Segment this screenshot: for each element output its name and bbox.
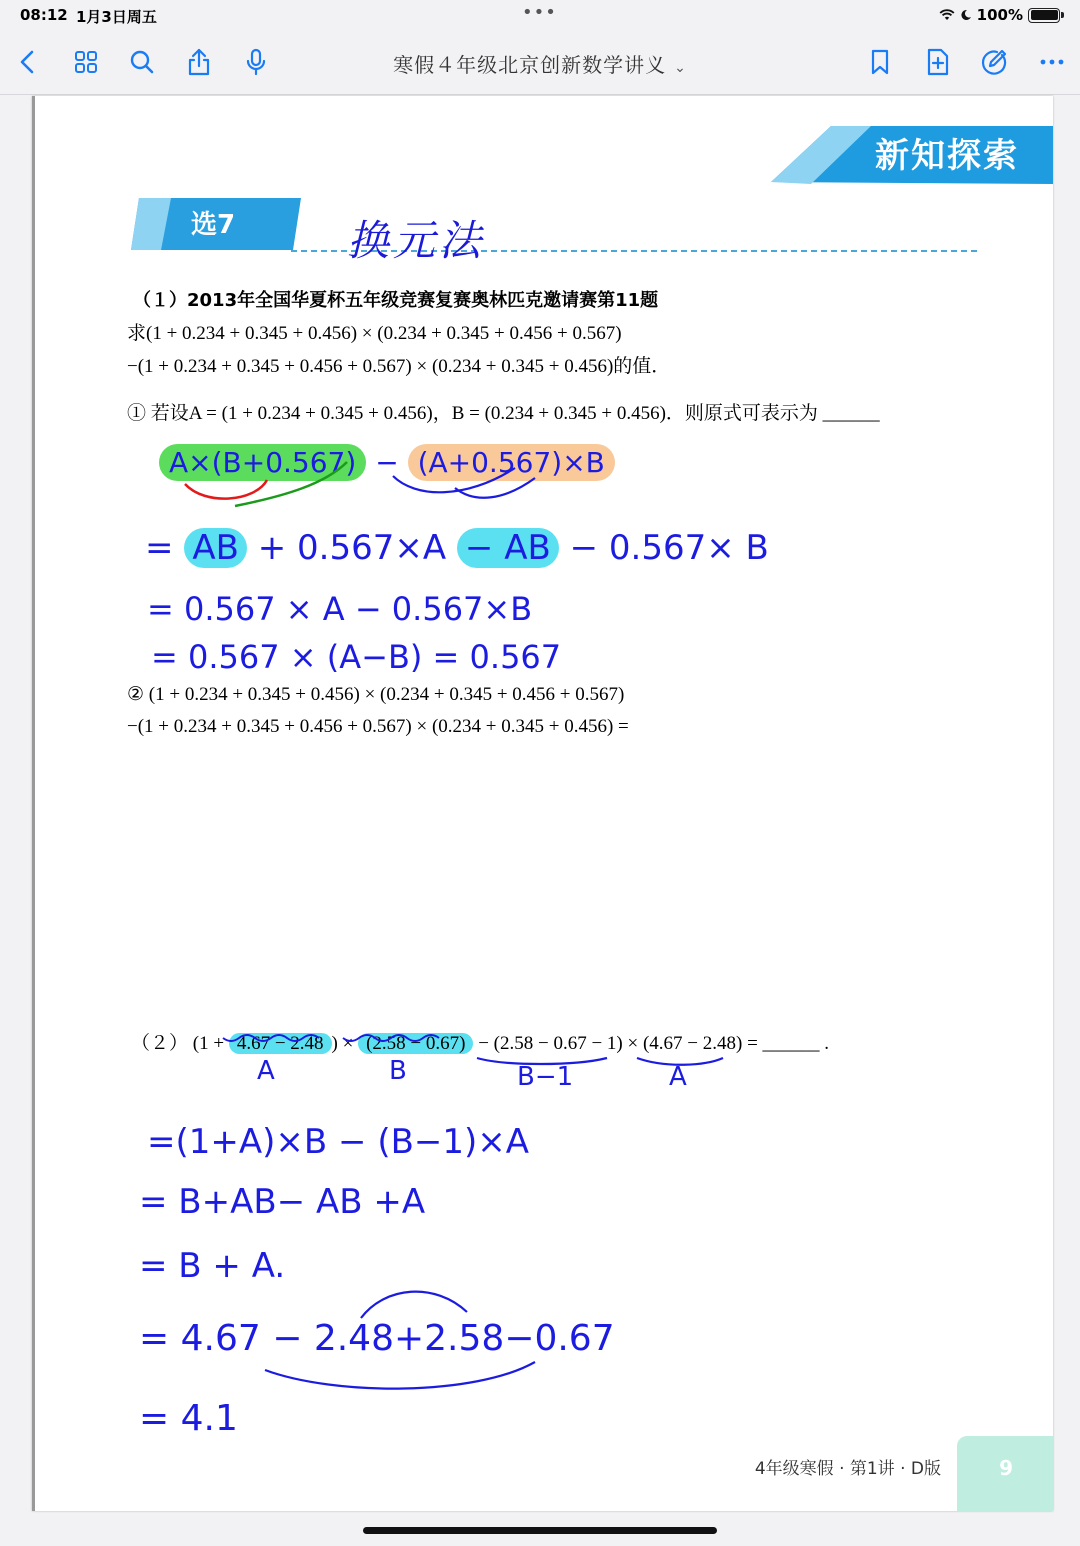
status-bar: [0, 0, 1080, 32]
ink-underline: [223, 1035, 319, 1041]
highlight-cyan: 4.67 − 2.48: [229, 1033, 332, 1054]
highlight-green: A×(B+0.567): [159, 444, 366, 481]
label-a-2: A: [669, 1062, 687, 1092]
page-footer: 4年级寒假 · 第1讲 · D版: [754, 1459, 941, 1479]
ink-arc: [455, 478, 535, 498]
highlight-cyan: − AB: [457, 528, 559, 568]
label-a-1: A: [257, 1056, 275, 1086]
ink-brace: [637, 1058, 723, 1065]
ink-arc: [393, 468, 515, 492]
ink-arc: [265, 1362, 535, 1389]
question-header: （１）2013年全国华夏杯五年级竞赛复赛奥林匹克邀请赛第11题: [133, 290, 659, 311]
reader-toolbar: [0, 32, 1080, 95]
multitask-dots-icon[interactable]: •••: [522, 2, 557, 23]
bookmark-icon: [869, 48, 891, 76]
more-button[interactable]: [1034, 44, 1070, 80]
bookmark-button[interactable]: [862, 44, 898, 80]
battery-icon: [1028, 8, 1060, 23]
status-date: 1月3日周五: [76, 8, 157, 26]
section-banner-title: 新知探索: [875, 136, 1019, 176]
more-icon: [1039, 58, 1065, 66]
label-b-minus-1: B−1: [517, 1062, 574, 1092]
home-indicator[interactable]: [363, 1527, 717, 1534]
highlight-cyan: (2.58 − 0.67): [358, 1033, 473, 1054]
handwriting-1-line-2: = 0.567 × A − 0.567×B: [147, 590, 533, 628]
sub-question-1: ① 若设A = (1 + 0.234 + 0.345 + 0.456)，B = (0.234 + 0.345 + 0.456)．则原式可表示为 ______: [127, 403, 880, 424]
sub-question-2-line-1: ② (1 + 0.234 + 0.345 + 0.456) × (0.234 + 0.345 + 0.456 + 0.567): [127, 684, 625, 705]
markup-button[interactable]: [976, 44, 1012, 80]
handwriting-2-line-5: = 4.1: [139, 1398, 238, 1439]
handwriting-2-line-4: = 4.67 − 2.48+2.58−0.67: [139, 1318, 615, 1359]
highlight-orange: (A+0.567)×B: [408, 444, 615, 481]
markup-pen-icon: [980, 48, 1008, 76]
equals-sign: =: [145, 528, 174, 568]
ink-underline: [343, 1035, 439, 1041]
handwriting-2-line-2: = B+AB− AB +A: [139, 1182, 426, 1222]
q2-part-1: (1 +: [192, 1033, 225, 1054]
ink-brace: [477, 1058, 607, 1064]
page-number: 9: [999, 1456, 1013, 1480]
end-term: − 0.567× B: [569, 528, 769, 568]
question-line-1: 求(1 + 0.234 + 0.345 + 0.456) × (0.234 + 0.345 + 0.456 + 0.567): [127, 323, 622, 344]
add-page-icon: [925, 47, 951, 77]
document-title-text: 寒假４年级北京创新数学讲义: [393, 53, 667, 77]
document-title[interactable]: [0, 49, 1080, 78]
chevron-down-icon: ⌄: [674, 60, 687, 76]
handwriting-2-line-1: =(1+A)×B − (B−1)×A: [147, 1122, 530, 1162]
label-b-1: B: [389, 1056, 407, 1086]
ink-arc: [235, 462, 347, 506]
question-2-label: （２）: [131, 1033, 189, 1054]
sub-question-2-line-2: −(1 + 0.234 + 0.345 + 0.456 + 0.567) × (0.234 + 0.345 + 0.456) =: [127, 716, 629, 737]
handwriting-2-line-3: = B + A.: [139, 1246, 286, 1286]
middle-term: + 0.567×A: [257, 528, 447, 568]
question-line-2: −(1 + 0.234 + 0.345 + 0.456 + 0.567) × (0.234 + 0.345 + 0.456)的值．: [127, 356, 671, 377]
ink-arc: [361, 1292, 467, 1318]
document-page[interactable]: [32, 96, 1053, 1511]
wifi-icon: [939, 9, 955, 21]
problem-tag-label: 选7: [191, 210, 236, 240]
handwriting-1-line-3: = 0.567 × (A−B) = 0.567: [151, 638, 562, 676]
q2-part-3: ) ×: [331, 1033, 354, 1054]
q2-part-5: − (2.58 − 0.67 − 1) × (4.67 − 2.48) = ______ .: [473, 1033, 830, 1054]
highlight-cyan: AB: [184, 528, 247, 568]
handwritten-title: 换元法: [347, 216, 486, 265]
status-time: 08:12: [20, 6, 68, 24]
battery-percent: 100%: [976, 6, 1023, 24]
ink-annotations: [35, 96, 1053, 1511]
moon-icon: [960, 9, 972, 21]
ink-arc: [185, 480, 267, 499]
minus-sign: −: [375, 446, 399, 479]
add-page-button[interactable]: [920, 44, 956, 80]
